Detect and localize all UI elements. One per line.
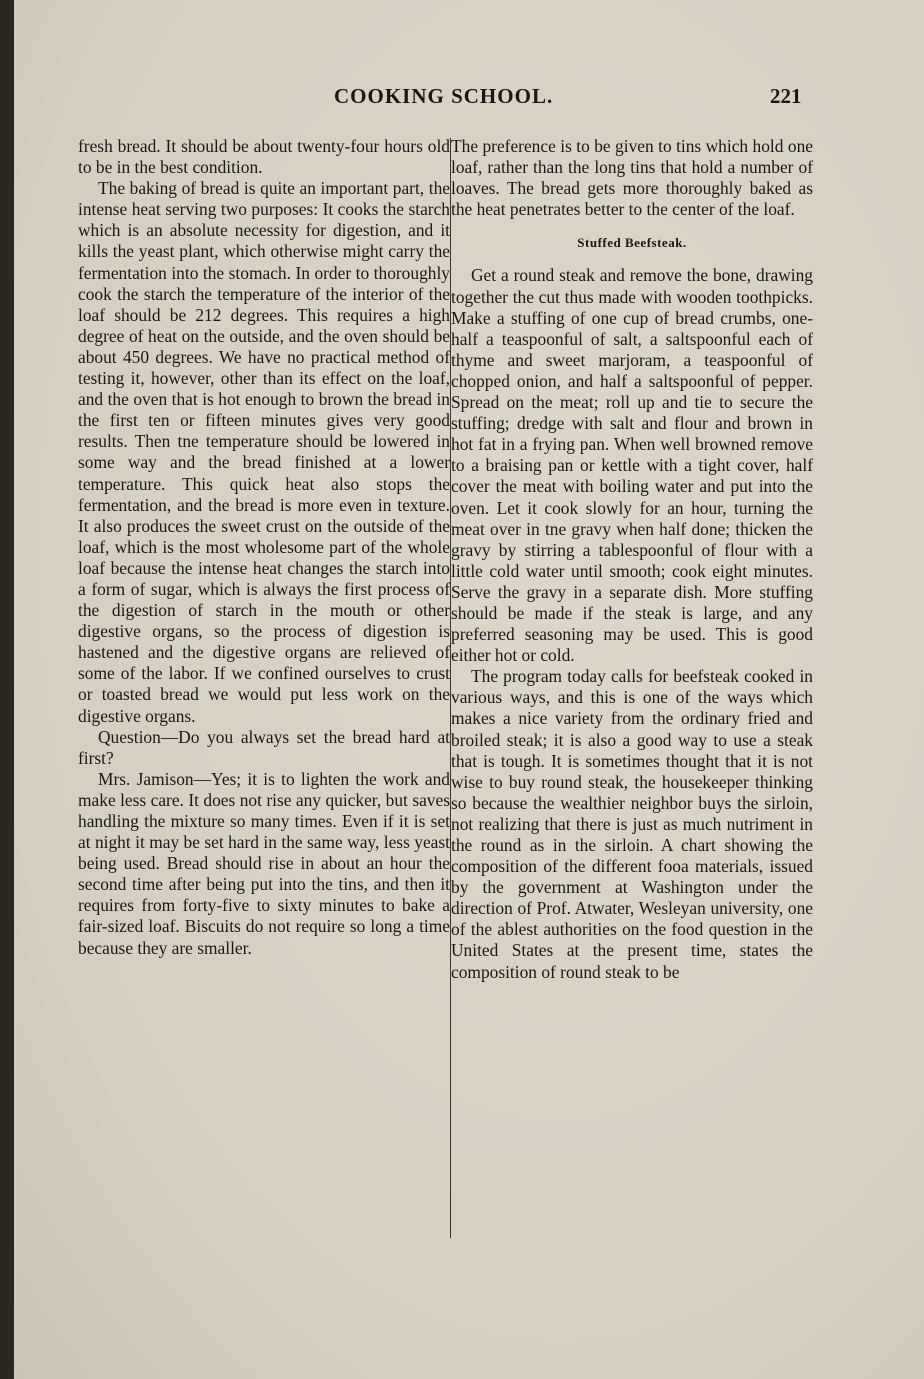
paragraph: fresh bread. It should be about twenty-four hours old to be in the best condition. [78,136,450,178]
book-page [14,0,924,1379]
page-number: 221 [770,84,802,108]
paragraph: The preference is to be given to tins which hold one loaf, rather than the long tins that hold a number of loaves. The bread gets more thoroughly baked as the heat penetrates better to the center of the loaf. [451,136,813,220]
page-header [14,84,924,114]
right-column [451,136,813,983]
paragraph: Question—Do you always set the bread hard at first? [78,726,450,768]
left-column [78,136,450,959]
paragraph: Get a round steak and remove the bone, drawing together the cut thus made with wooden toothpicks. Make a stuffing of one cup of bread crumbs, one-half a teaspoonful of salt, a saltspoonful each of thyme and sweet marjoram, a teaspoonful of chopped onion, and half a saltspoonful of pepper. Spread on the meat; roll up and tie to secure the stuffing; dredge with salt and flour and brown in hot fat in a frying pan. When well browned remove to a braising pan or kettle with a tight cover, half cover the meat with boiling water and put into the oven. Let it cook slowly for an hour, turning the meat over in tne gravy when half done; thicken the gravy by stirring a tablespoonful of flour with a little cold water until smooth; cook eight minutes. Serve the gravy in a separate dish. More stuffing should be made if the steak is large, and any preferred seasoning may be used. This is good either hot or cold. [451,265,813,666]
section-heading: Stuffed Beefsteak. [577,235,687,251]
paragraph: Mrs. Jamison—Yes; it is to lighten the work and make less care. It does not rise any quicker, but saves handling the mixture so many times. Even if it is set at night it may be set hard in the same way, less yeast being used. Bread should rise in about an hour the second time after being put into the tins, and then it requires from forty-five to sixty minutes to bake a fair-sized loaf. Biscuits do not require so long a time because they are smaller. [78,768,450,958]
paragraph: The baking of bread is quite an important part, the intense heat serving two purposes: It cooks the starch which is an absolute necessity for digestion, and it kills the yeast plant, which otherwise might carry the fermentation into the stomach. In order to thoroughly cook the starch the temperature of the interior of the loaf should be 212 degrees. This requires a high degree of heat on the outside, and the oven should be about 450 degrees. We have no practical method of testing it, however, other than its effect on the loaf, and the oven that is hot enough to brown the bread in the first ten or fifteen minutes gives very good results. Then tne temperature should be lowered in some way and the bread finished at a lower temperature. This quick heat also stops the fermentation, and the bread is more even in texture. It also produces the sweet crust on the outside of the loaf, which is the most wholesome part of the whole loaf because the intense heat changes the starch into a form of sugar, which is always the first process of the digestion of starch in the mouth or other digestive organs, so the process of digestion is hastened and the digestive organs are relieved of some of the labor. If we confined ourselves to crust or toasted bread we would put less work on the digestive organs. [78,178,450,726]
running-title: COOKING SCHOOL. [334,84,554,108]
paragraph: The program today calls for beefsteak cooked in various ways, and this is one of the ways which makes a nice variety from the ordinary fried and broiled steak; it is also a good way to use a steak that is tough. It is sometimes thought that it is not wise to buy round steak, the housekeeper thinking so because the wealthier neighbor buys the sirloin, not realizing that there is just as much nutriment in the round as in the sirloin. A chart showing the composition of the different fooa materials, issued by the government at Washington under the direction of Prof. Atwater, Wesleyan university, one of the ablest authorities on the food question in the United States at the present time, states the composition of round steak to be [451,666,813,982]
